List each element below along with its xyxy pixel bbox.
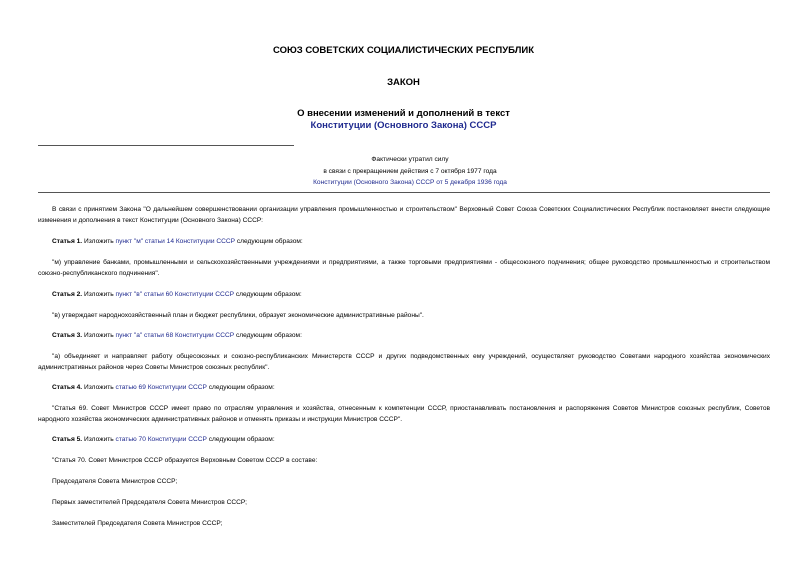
article-5-link[interactable]: статью 70 Конституции СССР — [115, 436, 207, 443]
article-2-heading — [38, 289, 770, 300]
preamble: В связи с принятием Закона "О дальнейшем совершенствовании организации управления промышленностью и строительством" Верховный Совет Союза Советских Социалистических Республик постановляет внести следующие изменения и дополнения в текст Конституции (Основного Закона) СССР: — [38, 206, 770, 224]
article-text: Изложить — [82, 384, 116, 391]
article-5-text: "Статья 70. Совет Министров СССР образуется Верховным Советом СССР в составе: — [52, 457, 318, 464]
law-title-line1: О внесении изменений и дополнений в текст — [297, 108, 510, 119]
article-1-text: "м) управление банками, промышленными и сельскохозяйственными учреждениями и предприятиями, а также торговыми предприятиями - общесоюзного подчинения; общее руководство промышленностью и строительством союзно-республиканского подчинения". — [38, 259, 770, 277]
article-text: Изложить — [82, 436, 116, 443]
status-divider — [38, 192, 770, 193]
article-1-heading — [38, 236, 770, 247]
list-item: Заместителей Председателя Совета Министров СССР; — [52, 520, 223, 527]
status-line2: в связи с прекращением действия с 7 октября 1977 года — [323, 167, 497, 175]
constitution-link[interactable]: Конституции (Основного Закона) СССР — [310, 120, 497, 131]
article-3-heading — [38, 330, 770, 341]
article-text: Изложить — [82, 332, 116, 339]
doc-type-heading: ЗАКОН — [387, 77, 420, 88]
article-text: следующим образом: — [206, 436, 275, 443]
article-text: следующим образом: — [233, 291, 302, 298]
article-4-heading — [38, 382, 770, 393]
article-text: следующим образом: — [234, 332, 302, 339]
article-3-text: "а) объединяет и направляет работу общесоюзных и союзно-республиканских Министерств СССР и других подведомственных ему учреждений, осуществляет руководство Советами народного хозяйства экономических административных районов через Советы Министров союзных республик". — [38, 353, 770, 371]
list-item: Председателя Совета Министров СССР; — [52, 478, 178, 485]
article-5-heading — [38, 434, 770, 445]
article-text: следующим образом: — [206, 384, 275, 391]
list-item: Первых заместителей Председателя Совета Министров СССР; — [52, 499, 247, 506]
article-label: Статья 1. — [52, 238, 83, 245]
article-text: Изложить — [82, 291, 116, 298]
article-label: Статья 4. — [52, 384, 83, 391]
article-4-text: "Статья 69. Совет Министров СССР имеет право по отраслям управления и хозяйства, отнесенным к компетенции СССР, приостанавливать постановления и распоряжения Советов Министров союзных республик, Советов народного хозяйства экономических административных районов и отменять приказы и инструкции Министров СССР". — [38, 405, 770, 423]
article-3-link[interactable]: пункт "а" статьи 68 Конституции СССР — [115, 332, 235, 339]
article-text: следующим образом: — [235, 238, 303, 245]
article-4-link[interactable]: статью 69 Конституции СССР — [115, 384, 207, 391]
law-title — [0, 108, 807, 132]
article-1-link[interactable]: пункт "м" статьи 14 Конституции СССР — [115, 238, 236, 245]
article-label: Статья 3. — [52, 332, 83, 339]
article-2-text: "в) утверждает народнохозяйственный план и бюджет республики, образует экономические административные районы". — [52, 312, 424, 319]
state-heading: СОЮЗ СОВЕТСКИХ СОЦИАЛИСТИЧЕСКИХ РЕСПУБЛИК — [272, 45, 534, 56]
article-text: Изложить — [82, 238, 116, 245]
article-2-link[interactable]: пункт "в" статьи 60 Конституции СССР — [115, 291, 234, 298]
title-divider — [38, 145, 294, 146]
status-constitution-link[interactable]: Конституции (Основного Закона) СССР от 5 декабря 1936 года — [313, 179, 507, 186]
status-line1: Фактически утратил силу — [371, 156, 449, 163]
status-note — [220, 154, 600, 189]
article-label: Статья 2. — [52, 291, 83, 298]
article-label: Статья 5. — [52, 436, 83, 443]
